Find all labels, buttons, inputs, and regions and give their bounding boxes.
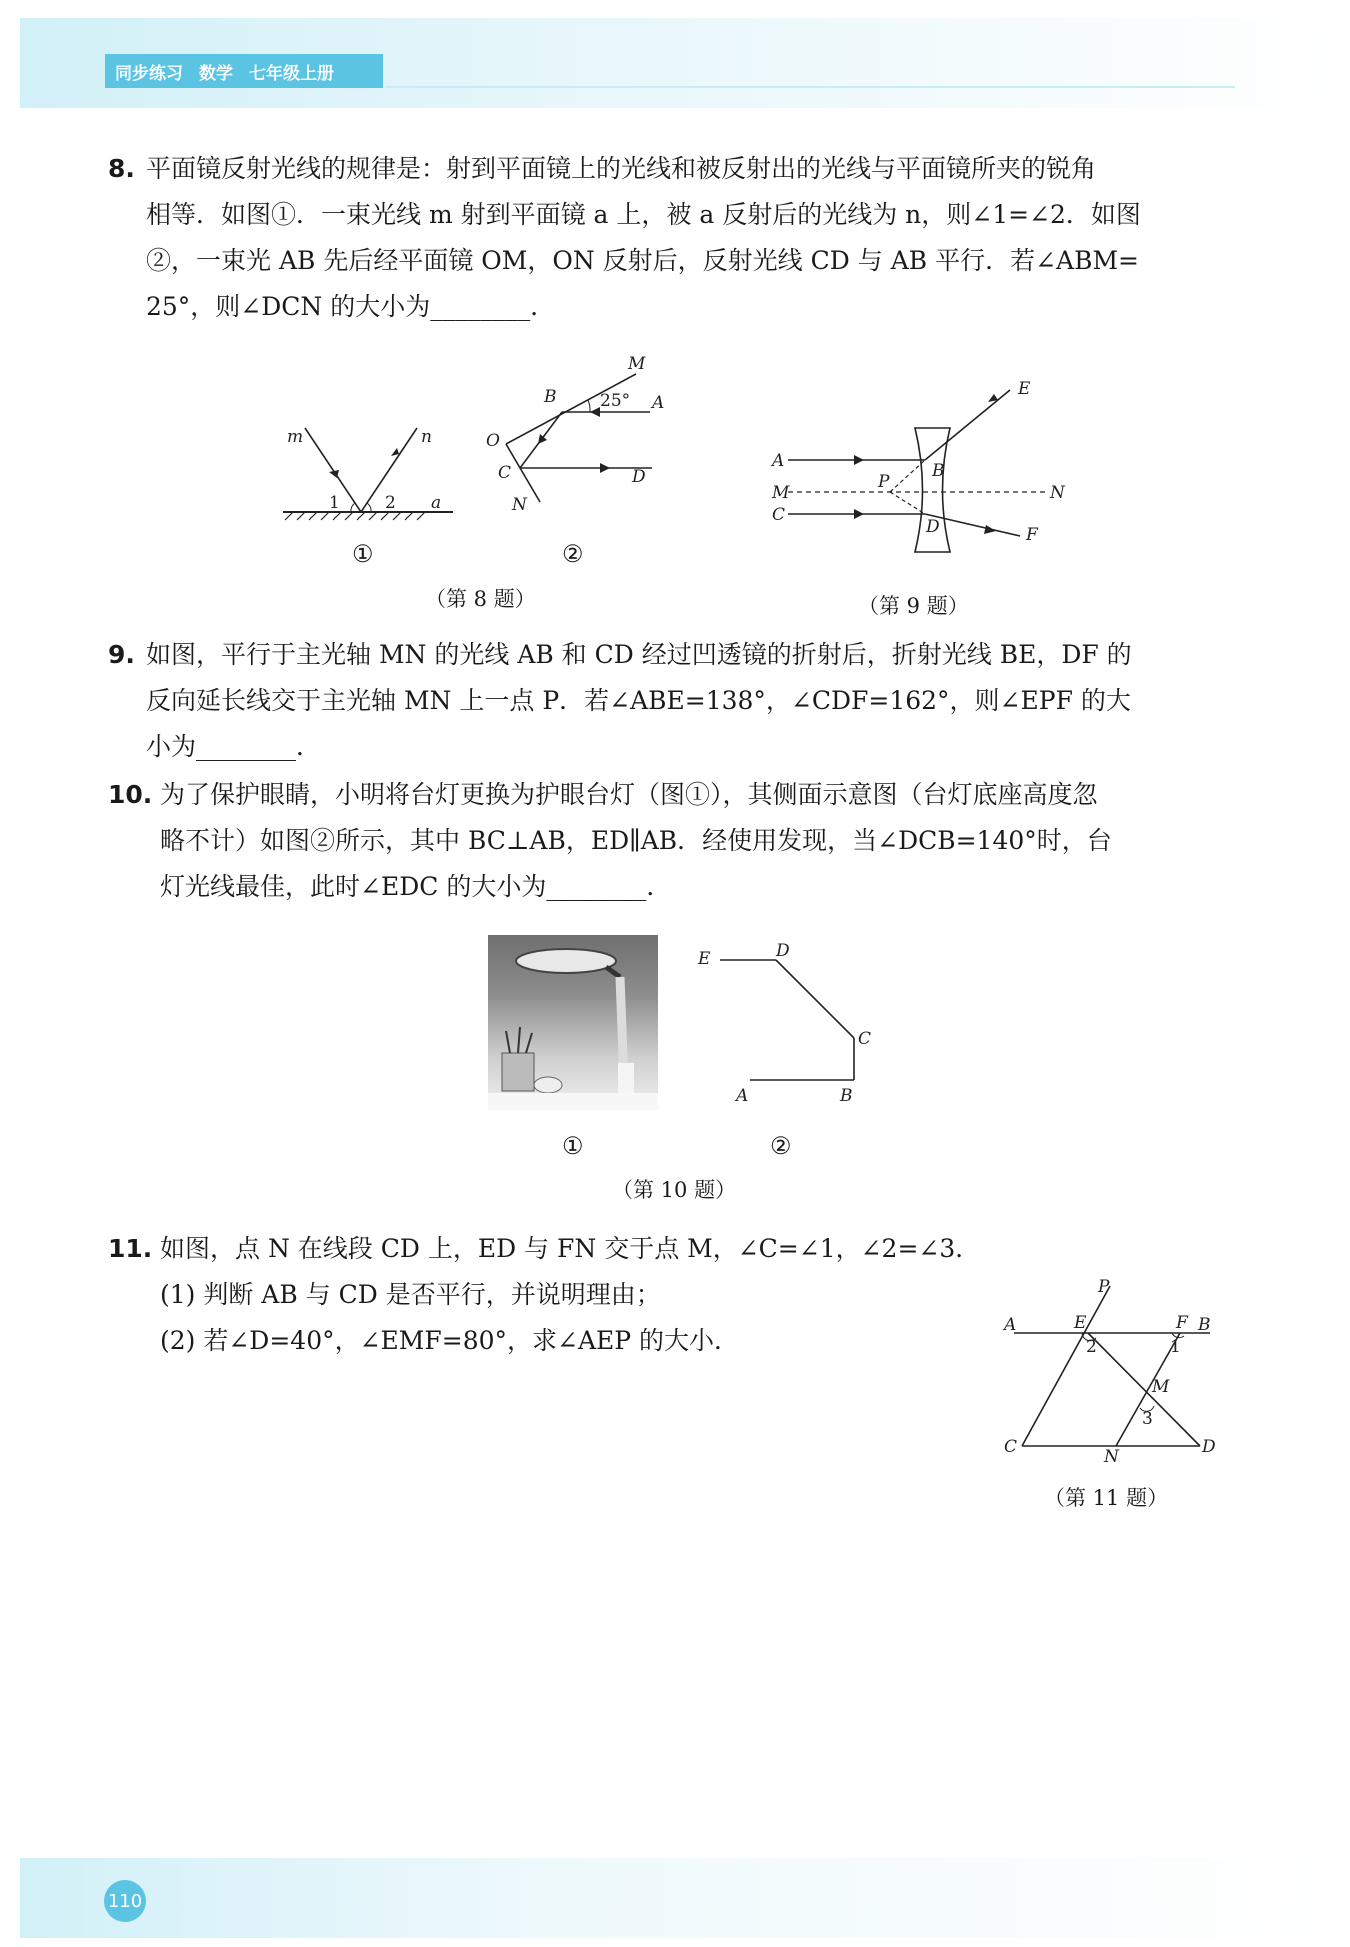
label-C: C: [858, 1029, 872, 1049]
angle-arc-1: [351, 503, 355, 512]
header-subject: 数学: [199, 63, 233, 84]
sub-figure-label: ①: [562, 1132, 584, 1160]
label-P: P: [1098, 1277, 1110, 1297]
label-N: N: [1104, 1447, 1119, 1467]
label-2: 2: [1086, 1337, 1097, 1357]
problem-text-line: 25°，则∠DCN 的大小为________．: [146, 292, 556, 321]
figure-10-2: [692, 940, 882, 1115]
label-D: D: [632, 467, 646, 487]
problem-8: [108, 146, 1238, 330]
angle-arc-25: [588, 400, 590, 412]
problem-text-line: 小为________．: [146, 732, 322, 761]
sub-figure-label: ②: [770, 1132, 792, 1160]
problem-text-line: (2) 若∠D=40°，∠EMF=80°，求∠AEP 的大小．: [160, 1326, 740, 1355]
arrow-head: [854, 509, 864, 519]
arrow-head: [854, 455, 864, 465]
label-N: N: [512, 495, 527, 515]
label-1: 1: [329, 493, 340, 513]
label-B: B: [1198, 1315, 1211, 1335]
book-header: [105, 54, 383, 88]
label-D: D: [776, 941, 790, 961]
sub-figure-label: ①: [352, 540, 374, 568]
extension-PB: [890, 460, 925, 492]
label-B: B: [840, 1086, 853, 1106]
sub-figure-label: ②: [562, 540, 584, 568]
figure-9: [770, 380, 1070, 575]
angle-arc-2: [367, 503, 371, 512]
figure-caption: （第 8 题）: [425, 587, 536, 611]
label-A: A: [652, 393, 665, 413]
line-CP: [1022, 1286, 1110, 1446]
label-25deg: 25°: [600, 391, 631, 411]
mirror-hatching: [285, 512, 425, 520]
figure-caption: （第 10 题）: [612, 1178, 737, 1202]
arrow-head: [391, 448, 399, 456]
label-M: M: [1152, 1377, 1170, 1397]
figure-caption: （第 11 题）: [1044, 1486, 1169, 1510]
problem-text-line: ②，一束光 AB 先后经平面镜 OM，ON 反射后，反射光线 CD 与 AB 平行．若∠ABM=: [146, 246, 1139, 275]
segment-ED: [1088, 1333, 1200, 1446]
label-N: N: [1050, 483, 1065, 503]
label-A: A: [1004, 1315, 1017, 1335]
label-M: M: [772, 483, 790, 503]
problem-text-line: 相等．如图①．一束光线 m 射到平面镜 a 上，被 a 反射后的光线为 n，则∠1=∠2．如图: [146, 200, 1141, 229]
problem-9: [108, 632, 1238, 770]
label-n: n: [421, 427, 432, 447]
label-B: B: [544, 387, 557, 407]
problem-text-line: 反向延长线交于主光轴 MN 上一点 P．若∠ABE=138°，∠CDF=162°，则∠EPF 的大: [146, 686, 1131, 715]
problem-10: [108, 772, 1238, 910]
label-C: C: [498, 463, 512, 483]
label-C: C: [772, 505, 786, 525]
label-F: F: [1176, 1313, 1188, 1333]
problem-text-line: 如图，平行于主光轴 MN 的光线 AB 和 CD 经过凹透镜的折射后，折射光线 BE，DF 的: [146, 640, 1132, 669]
page-number: 110: [104, 1880, 146, 1922]
ray-BE: [925, 390, 1010, 460]
label-E: E: [698, 949, 711, 969]
problem-text-line: 为了保护眼睛，小明将台灯更换为护眼台灯（图①），其侧面示意图（台灯底座高度忽: [160, 780, 1098, 809]
problem-number: 10.: [108, 780, 153, 809]
footer-band: [20, 1858, 1330, 1938]
figure-11: [1000, 1278, 1220, 1468]
figure-8-1: [275, 420, 465, 530]
label-F: F: [1026, 525, 1038, 545]
desk-lamp-image: [488, 935, 658, 1110]
label-M: M: [628, 354, 646, 374]
problem-text-line: (1) 判断 AB 与 CD 是否平行，并说明理由；: [160, 1280, 661, 1309]
label-3: 3: [1142, 1409, 1153, 1429]
problem-number: 11.: [108, 1234, 153, 1263]
header-series: 同步练习: [115, 63, 183, 84]
label-D: D: [1202, 1437, 1216, 1457]
arrow-head: [538, 434, 547, 444]
label-2: 2: [385, 493, 396, 513]
arrow-head: [590, 407, 600, 417]
header-grade: 七年级上册: [249, 63, 334, 84]
mirror-ON: [506, 444, 540, 502]
figure-8-2: [482, 352, 665, 522]
label-B: B: [932, 461, 945, 481]
desk-lamp-photo: [488, 935, 658, 1110]
label-A: A: [772, 451, 785, 471]
problem-text-line: 略不计）如图②所示，其中 BC⊥AB，ED∥AB．经使用发现，当∠DCB=140°时，台: [160, 826, 1112, 855]
label-A: A: [736, 1086, 749, 1106]
label-D: D: [926, 517, 940, 537]
label-1: 1: [1170, 1337, 1181, 1357]
problem-text-line: 如图，点 N 在线段 CD 上，ED 与 FN 交于点 M，∠C=∠1，∠2=∠3．: [160, 1234, 981, 1263]
label-O: O: [486, 431, 500, 451]
label-m: m: [287, 427, 304, 447]
problem-number: 8.: [108, 154, 135, 183]
extension-PD: [890, 492, 925, 514]
label-C: C: [1004, 1437, 1018, 1457]
label-E: E: [1018, 379, 1031, 399]
problem-number: 9.: [108, 640, 135, 669]
problem-text-line: 灯光线最佳，此时∠EDC 的大小为________．: [160, 872, 672, 901]
arrow-head: [600, 463, 610, 473]
label-E: E: [1074, 1313, 1087, 1333]
problem-text-line: 平面镜反射光线的规律是：射到平面镜上的光线和被反射出的光线与平面镜所夹的锐角: [146, 154, 1097, 183]
header-rule: [385, 86, 1235, 88]
segment-DC: [776, 960, 854, 1038]
label-a: a: [431, 493, 442, 513]
label-P: P: [878, 472, 890, 492]
figure-caption: （第 9 题）: [858, 594, 969, 618]
